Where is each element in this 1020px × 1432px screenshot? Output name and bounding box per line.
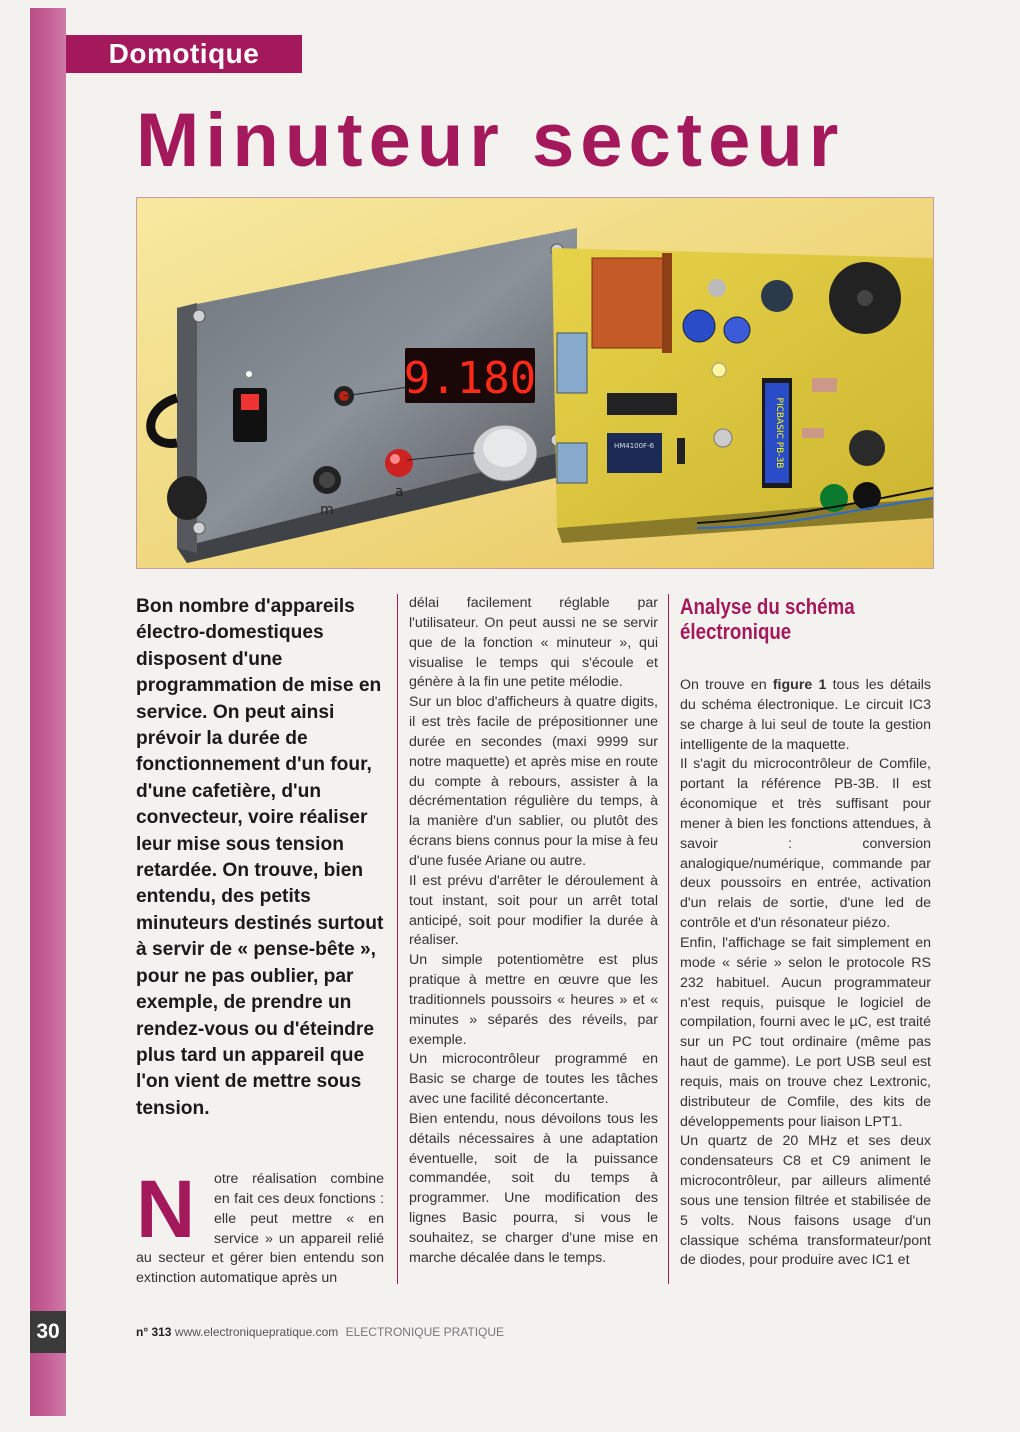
section-heading: Analyse du schéma électronique — [680, 594, 855, 644]
page-side-bar — [30, 8, 66, 1416]
body-paragraph: Un simple potentiomètre est plus pratique à mettre en œuvre que les traditionnels poussoirs « heures » et « minutes » séparés des réveils, par exemple. — [409, 952, 658, 1048]
figure-reference: figure 1 — [772, 677, 827, 693]
lead-paragraph: Bon nombre d'appareils électro-domestiques disposent d'une programmation de mise en service. On peut ainsi prévoir la durée de fonctionnement d'un four, d'une cafetière, d'un convecteur, voire réaliser leur mise sous tension retardée. On trouve, bien entendu, des petits minuteurs destinés surtout à servir de « pense-bête », pour ne pas oublier, par exemple, de prendre un rendez-vous ou d'éteindre plus tard un appareil que l'on vient de mettre sous tension. — [136, 596, 384, 1119]
column-divider — [668, 594, 669, 1284]
column-divider — [397, 594, 398, 1284]
body-column-2 — [409, 594, 658, 1269]
body-paragraph: Sur un bloc d'afficheurs à quatre digits, il est très facile de prépositionner une durée en secondes (maxi 9999 sur notre maquette) et après mise en route du compte à rebours, assister à la décrémentation régulière du temps, à la manière d'un sablier, ou plutôt des écrans biens connus pour la mise à feu d'une fusée Ariane ou autre. — [409, 694, 658, 869]
body-paragraph: Il s'agit du microcontrôleur de Comfile, portant la référence PB-3B. Il est économique et très suffisant pour mener à bien les fonctions attendues, à savoir : conversion analogique/numérique, commande par deux poussoirs en entrée, activation d'un relais de sortie, d'une led de contrôle et d'un résonateur piézo. — [680, 756, 931, 932]
body-paragraph: On trouve en figure 1 tous les détails du schéma électronique. Le circuit IC3 se charge à lui seul de toute la gestion intelligente de la maquette. — [680, 677, 931, 753]
section-tag: Domotique — [66, 35, 302, 73]
article-title: Minuteur secteur — [136, 98, 845, 183]
publication-name: ELECTRONIQUE PRATIQUE — [345, 1325, 505, 1339]
body-paragraph: Un microcontrôleur programmé en Basic se charge de toutes les tâches avec une facilité déconcertante. — [409, 1051, 658, 1108]
svg-text:m: m — [320, 502, 334, 518]
intro-paragraph: otre réalisation combine en fait ces deux fonctions : elle peut mettre « en service » un appareil relié au secteur et gérer bien entendu son extinction automatique après un — [136, 1171, 384, 1287]
drop-cap: N — [136, 1164, 196, 1255]
circuit-board — [552, 248, 933, 543]
product-photo — [136, 197, 934, 569]
body-paragraph: délai facilement réglable par l'utilisateur. On peut aussi ne se servir que de la fonction « minuteur », qui visualise le temps qui s'écoule et génère à la fin une petite mélodie. — [409, 595, 658, 691]
issue-number: n° 313 — [136, 1325, 172, 1339]
display-digits: 9.180 — [403, 353, 537, 404]
page-number: 30 — [30, 1311, 66, 1353]
body-paragraph: Il est prévu d'arrêter le déroulement à tout instant, soit pour un arrêt total anticipé, soit pour modifier la durée à réaliser. — [409, 872, 658, 949]
website-url: www.electroniquepratique.com — [174, 1325, 339, 1339]
body-column-1 — [136, 1164, 384, 1289]
svg-text:a: a — [395, 484, 404, 500]
page-footer — [136, 1325, 504, 1339]
svg-text:HM4100F-6: HM4100F-6 — [613, 442, 655, 450]
body-paragraph: Un quartz de 20 MHz et ses deux condensateurs C8 et C9 animent le microcontrôleur, par ailleurs alimenté sous une tension filtrée et stabilisée de 5 volts. Nous faisons usage d'un classique schéma transformateur/pont de diodes, pour produire avec IC1 et — [680, 1133, 931, 1269]
body-column-3 — [680, 676, 931, 1271]
body-paragraph: Enfin, l'affichage se fait simplement en mode « série » selon le protocole RS 232 habituel. Aucun programmateur n'est requis, puisque le logiciel de compilation, fourni avec le µC, est traité sur un PC tout ordinaire (même pas haut de gamme). Le port USB seul est requis, mais on trouve chez Lextronic, distributeur de Comfile, des kits de développements pour liaison LPT1. — [680, 934, 931, 1130]
svg-text:PICBASIC PB-3B: PICBASIC PB-3B — [774, 397, 784, 469]
body-paragraph: Bien entendu, nous dévoilons tous les détails nécessaires à une adaptation éventuelle, soit de la puissance commandée, soit du temps à programmer. Une modification des lignes Basic pourra, si vous le souhaitez, se charger d'une mise en marche décalée dans le temps. — [409, 1110, 658, 1266]
